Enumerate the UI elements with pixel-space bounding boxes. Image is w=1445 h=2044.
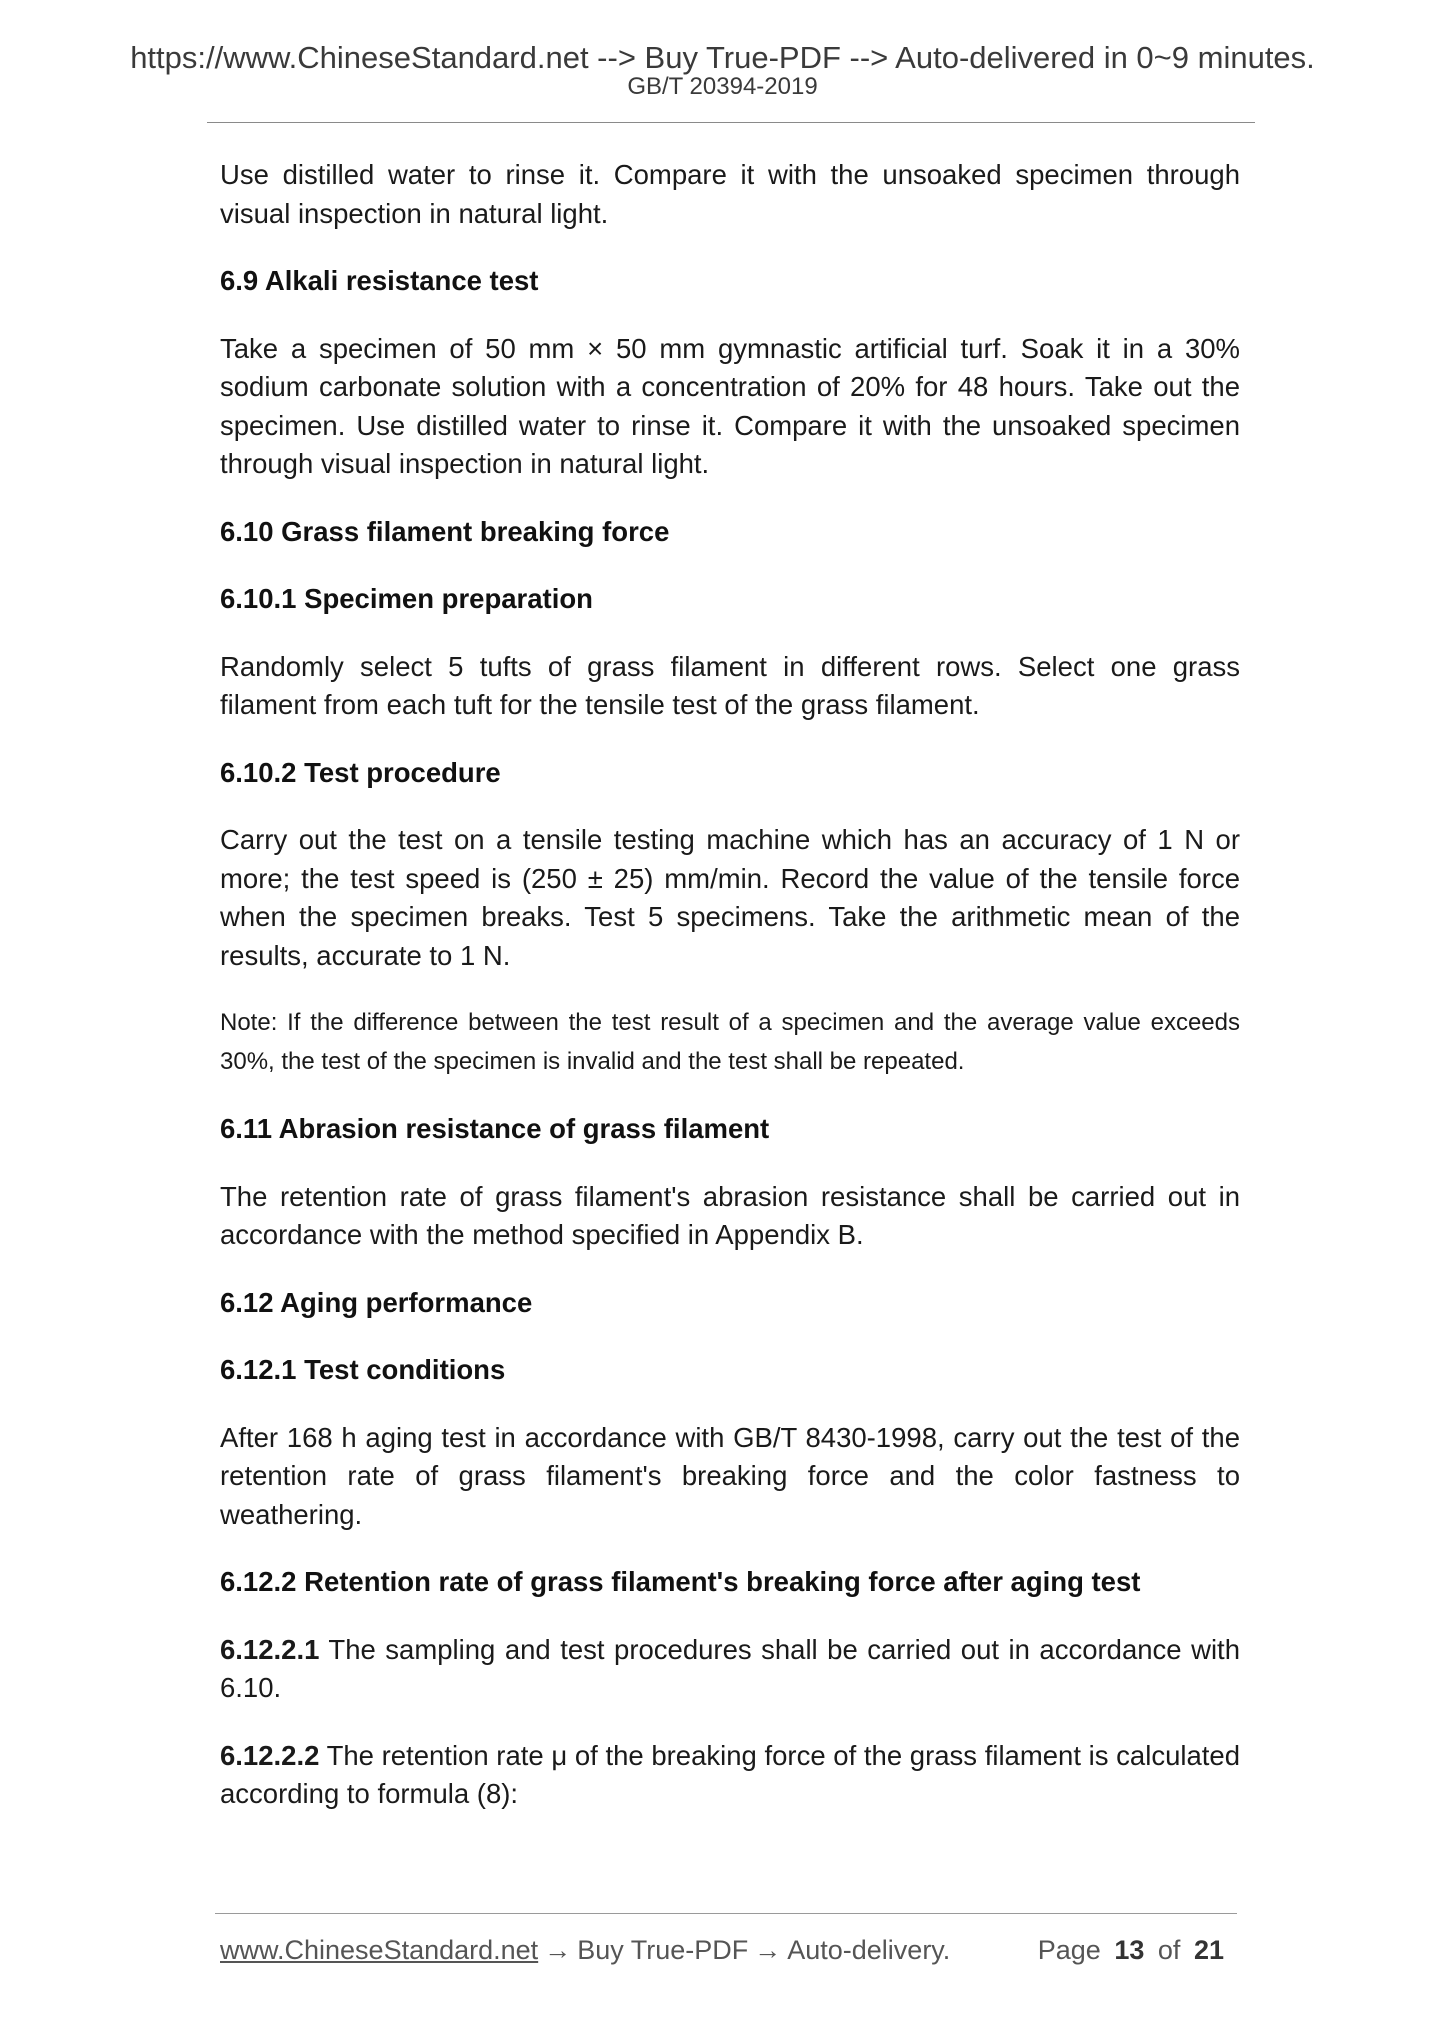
- document-number: GB/T 20394-2019: [627, 73, 818, 100]
- clause-text-6-12-2-2: The retention rate μ of the breaking force of the grass filament is calculated according to formula (8):: [220, 1739, 1240, 1809]
- page-label: Page: [1037, 1935, 1101, 1965]
- paragraph-6-12-2-2: [220, 1737, 1240, 1814]
- paragraph-6-10-2: Carry out the test on a tensile testing machine which has an accuracy of 1 N or more; the test speed is (250 ± 25) mm/min. Record the value of the tensile force when the specimen breaks. Test 5 specimens. Take the arithmetic mean of the results, accurate to 1 N.: [220, 824, 1240, 971]
- of-label: of: [1157, 1935, 1181, 1965]
- paragraph-6-11: The retention rate of grass filament's abrasion resistance shall be carried out in accordance with the method specified in Appendix B.: [220, 1180, 1240, 1250]
- page-footer: [220, 1932, 1230, 1972]
- auto-delivery-text: Auto-delivery.: [787, 1935, 951, 1965]
- page-indicator: [1038, 1932, 1230, 1968]
- page-total: 21: [1193, 1935, 1224, 1965]
- paragraph-continued: Use distilled water to rinse it. Compare it with the unsoaked specimen through visual inspection in natural light.: [220, 159, 1240, 229]
- section-heading-6-12-1: 6.12.1 Test conditions: [220, 1354, 506, 1385]
- section-heading-6-12: 6.12 Aging performance: [220, 1286, 533, 1318]
- clause-number-6-12-2-1: 6.12.2.1: [220, 1633, 320, 1665]
- paragraph-6-9: Take a specimen of 50 mm × 50 mm gymnastic artificial turf. Soak it in a 30% sodium carbonate solution with a concentration of 20% for 48 hours. Take out the specimen. Use distilled water to rinse it. Compare it with the unsoaked specimen through visual inspection in natural light.: [220, 332, 1240, 479]
- page-current: 13: [1114, 1935, 1145, 1965]
- note-6-10-2: Note: If the difference between the test result of a specimen and the average value exceeds 30%, the test of the specimen is invalid and the test shall be repeated.: [220, 1009, 1240, 1075]
- footer-left: [220, 1932, 950, 1968]
- site-link[interactable]: www.ChineseStandard.net: [220, 1935, 539, 1965]
- arrow-right-icon: →: [544, 1935, 572, 1965]
- clause-text-6-12-2-1: The sampling and test procedures shall be carried out in accordance with 6.10.: [220, 1633, 1240, 1703]
- header-divider: [207, 122, 1255, 123]
- paragraph-6-12-1: After 168 h aging test in accordance with GB/T 8430-1998, carry out the test of the retention rate of grass filament's breaking force and the color fastness to weathering.: [220, 1421, 1240, 1530]
- paragraph-6-12-2-1: [220, 1631, 1240, 1708]
- section-heading-6-9: 6.9 Alkali resistance test: [220, 265, 539, 296]
- footer-divider: [215, 1913, 1237, 1914]
- page-content: [220, 156, 1240, 1843]
- clause-number-6-12-2-2: 6.12.2.2: [220, 1739, 320, 1771]
- section-heading-6-10-2: 6.10.2 Test procedure: [220, 756, 501, 788]
- section-heading-6-11: 6.11 Abrasion resistance of grass filament: [220, 1113, 770, 1144]
- buy-true-pdf-text: Buy True-PDF: [577, 1935, 749, 1965]
- paragraph-6-10-1: Randomly select 5 tufts of grass filament in different rows. Select one grass filament from each tuft for the tensile test of the grass filament.: [220, 650, 1240, 720]
- section-heading-6-10: 6.10 Grass filament breaking force: [220, 515, 670, 547]
- section-heading-6-12-2: 6.12.2 Retention rate of grass filament's breaking force after aging test: [220, 1566, 1141, 1597]
- arrow-right-icon: →: [754, 1935, 782, 1965]
- section-heading-6-10-1: 6.10.1 Specimen preparation: [220, 583, 593, 614]
- source-banner: https://www.ChineseStandard.net --> Buy True-PDF --> Auto-delivered in 0~9 minutes.: [130, 40, 1315, 75]
